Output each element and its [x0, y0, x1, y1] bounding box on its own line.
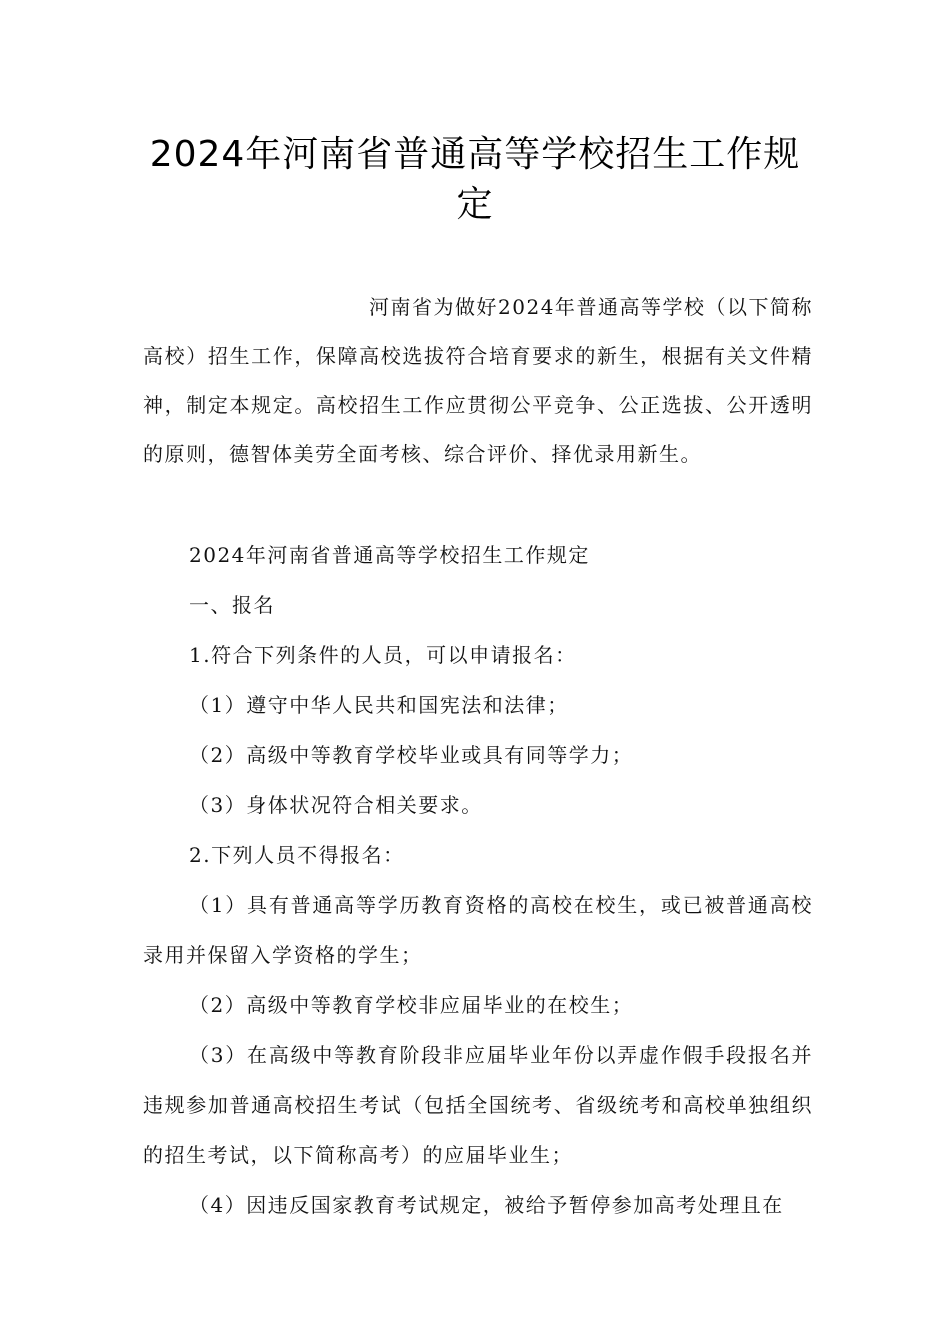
clause-2-3: （3）在高级中等教育阶段非应届毕业年份以弄虚作假手段报名并违规参加普通高校招生考试（包括全国统考、省级统考和高校单独组织的招生考试，以下简称高考）的应届毕业生；	[143, 1043, 813, 1167]
document-title	[140, 130, 810, 230]
intro-paragraph: 河南省为做好2024年普通高等学校（以下简称高校）招生工作，保障高校选拔符合培育要求的新生，根据有关文件精神，制定本规定。高校招生工作应贯彻公平竞争、公正选拔、公开透明的原则，德智体美劳全面考核、综合评价、择优录用新生。	[143, 295, 813, 466]
document-title-line1: 2024年河南省普通高等学校招生工作规	[149, 134, 801, 175]
section-title-registration: 一、报名	[189, 593, 275, 617]
clause-1-2: （2）高级中等教育学校毕业或具有同等学力；	[189, 743, 634, 767]
section-heading: 2024年河南省普通高等学校招生工作规定	[189, 543, 590, 567]
clause-1-1: （1）遵守中华人民共和国宪法和法律；	[189, 693, 569, 717]
clause-2-4: （4）因违反国家教育考试规定，被给予暂停参加高考处理且在	[189, 1193, 784, 1217]
clause-2: 2.下列人员不得报名：	[189, 843, 405, 867]
clause-2-2: （2）高级中等教育学校非应届毕业的在校生；	[189, 993, 634, 1017]
clause-1-3: （3）身体状况符合相关要求。	[189, 793, 483, 817]
clause-2-1: （1）具有普通高等学历教育资格的高校在校生，或已被普通高校录用并保留入学资格的学生；	[143, 893, 813, 967]
clause-1: 1.符合下列条件的人员，可以申请报名：	[189, 643, 577, 667]
document-title-line2: 定	[456, 184, 494, 225]
document-body	[143, 530, 813, 1230]
